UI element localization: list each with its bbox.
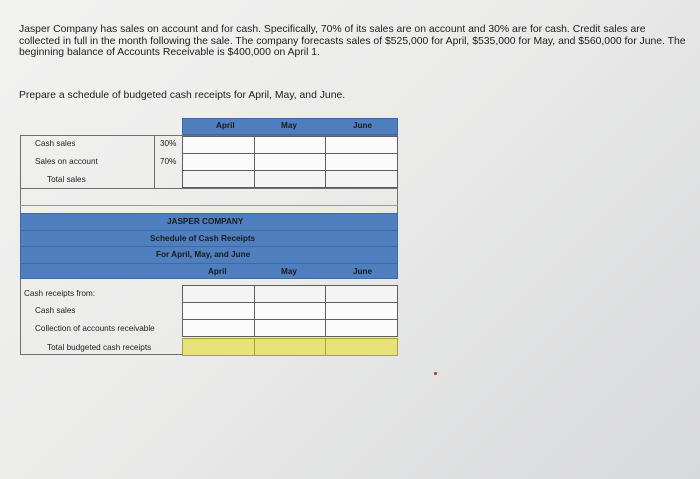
- account-sales-may-input[interactable]: [254, 153, 326, 171]
- cash-sales-june-input[interactable]: [325, 136, 398, 154]
- right-border: [397, 188, 398, 213]
- bottom-border: [20, 354, 182, 355]
- screen-speck: [434, 372, 437, 375]
- schedule-company: JASPER COMPANY: [167, 217, 244, 226]
- header-divider: [20, 230, 398, 231]
- row-divider: [20, 188, 398, 189]
- pct-account: 70%: [160, 157, 177, 166]
- receipts-cash-june-input[interactable]: [325, 302, 398, 320]
- header-divider: [20, 246, 398, 247]
- account-sales-april-input[interactable]: [182, 153, 255, 171]
- cash-receipts-from-label: Cash receipts from:: [24, 289, 95, 298]
- schedule-label-total: Total budgeted cash receipts: [47, 343, 152, 352]
- total-sales-april-cell: [182, 170, 255, 188]
- month-header-may: May: [281, 121, 297, 130]
- total-sales-may-cell: [254, 170, 326, 188]
- receipts-header-may-cell: [254, 285, 326, 303]
- pct-cash: 30%: [160, 139, 177, 148]
- total-receipts-april-cell: [182, 338, 255, 356]
- header-divider: [20, 263, 398, 264]
- schedule-month-april: April: [208, 267, 227, 276]
- cash-sales-may-input[interactable]: [254, 136, 326, 154]
- schedule-month-may: May: [281, 267, 297, 276]
- left-border: [20, 135, 21, 188]
- row-label-sales-on-account: Sales on account: [35, 157, 98, 166]
- account-sales-june-input[interactable]: [325, 153, 398, 171]
- problem-text: Jasper Company has sales on account and for cash. Specifically, 70% of its sales are on account and 30% are for cash. Credit sales are collected in full in the month following the sale. The company forecasts sales of $525,000 for April, $535,000 for May, and $560,000 for June. The beginning balance of Accounts Receivable is $400,000 on April 1.: [19, 24, 686, 59]
- left-border: [20, 188, 21, 213]
- receipts-cash-april-input[interactable]: [182, 302, 255, 320]
- schedule-label-cash-sales: Cash sales: [35, 306, 76, 315]
- schedule-period: For April, May, and June: [156, 250, 251, 259]
- row-label-total-sales: Total sales: [47, 175, 86, 184]
- total-receipts-june-cell: [325, 338, 398, 356]
- schedule-label-collections: Collection of accounts receivable: [35, 324, 155, 333]
- problem-prompt: Prepare a schedule of budgeted cash receipts for April, May, and June.: [19, 90, 346, 101]
- month-header-april: April: [216, 121, 235, 130]
- pct-column-border: [154, 135, 155, 188]
- receipts-header-april-cell: [182, 285, 255, 303]
- cash-sales-april-input[interactable]: [182, 136, 255, 154]
- receipts-cash-may-input[interactable]: [254, 302, 326, 320]
- receipts-collections-april-input[interactable]: [182, 319, 255, 337]
- receipts-collections-may-input[interactable]: [254, 319, 326, 337]
- row-label-cash-sales: Cash sales: [35, 139, 76, 148]
- receipts-header-june-cell: [325, 285, 398, 303]
- total-receipts-may-cell: [254, 338, 326, 356]
- receipts-collections-june-input[interactable]: [325, 319, 398, 337]
- left-border: [20, 279, 21, 355]
- row-divider: [20, 205, 398, 206]
- total-sales-june-cell: [325, 170, 398, 188]
- worksheet: [20, 118, 398, 358]
- schedule-title: Schedule of Cash Receipts: [150, 234, 256, 243]
- schedule-month-june: June: [353, 267, 373, 276]
- month-header-june: June: [353, 121, 373, 130]
